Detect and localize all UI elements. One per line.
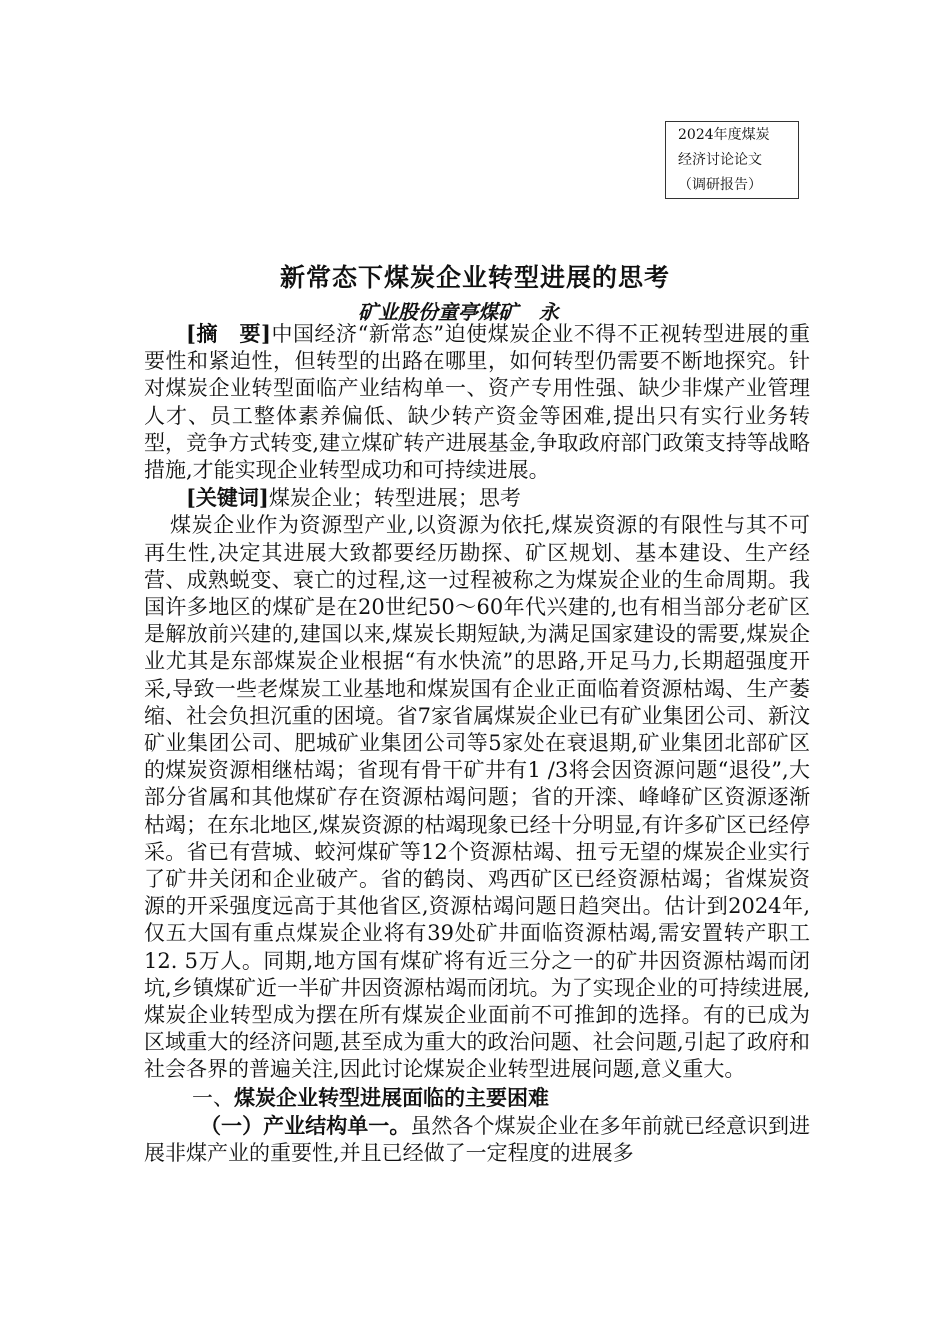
subsection-text: 虽然各个煤炭企业在多年前就已经意识到进展非煤产业的重要性,并且已经做了一定程度的进展多 [144,1113,811,1166]
keywords-text: 煤炭企业；转型进展；思考 [268,486,521,511]
section-title: 煤炭企业转型进展面临的主要困难 [234,1084,549,1110]
abstract-text: 中国经济“新常态”迫使煤炭企业不得不正视转型进展的重要性和紧迫性，但转型的出路在哪里，如何转型仍需要不断地探究。针对煤炭企业转型面临产业结构单一、资产专用性强、缺少非煤产业管理人才、员工整体素养偏低、缺少转产资金等困难,提出只有实行业务转型，竞争方式转变,建立煤矿转产进展基金,争取政府部门政策支持等战略措施,才能实现企业转型成功和可持续进展。 [144,322,810,483]
subsection-heading: （一）产业结构单一。 [200,1112,411,1138]
author-line: 矿业股份童亭煤矿 永 [358,300,559,324]
intro-paragraph: 煤炭企业作为资源型产业,以资源为依托,煤炭资源的有限性与其不可再生性,决定其进展大致都要经历勘探、矿区规划、基本建设、生产经营、成熟蜕变、衰亡的过程,这一过程被称之为煤炭企业的生命周期。我国许多地区的煤矿是在20世纪50～60年代兴建的,也有相当部分老矿区是解放前兴建的,建国以来,煤炭长期短缺,为满足国家建设的需要,煤炭企业尤其是东部煤炭企业根据“有水快流”的思路,开足马力,长期超强度开采,导致一些老煤炭工业基地和煤炭国有企业正面临着资源枯竭、生产萎缩、社会负担沉重的困境。省7家省属煤炭企业已有矿业集团公司、新汶矿业集团公司、肥城矿业集团公司等5家处在衰退期,矿业集团北部矿区的煤炭资源相继枯竭；省现有骨干矿井有1 /3将会因资源问题“退役”,大部分省属和其他煤矿存在资源枯竭问题；省的开滦、峰峰矿区资源逐渐枯竭；在东北地区,煤炭资源的枯竭现象已经十分明显,有许多矿区已经停采。省已有营城、蛟河煤矿等12个资源枯竭、扭亏无望的煤炭企业实行了矿井关闭和企业破产。省的鹤岗、鸡西矿区已经资源枯竭；省煤炭资源的开采强度远高于其他省区,资源枯竭问题日趋突出。估计到2024年,仅五大国有重点煤炭企业将有39处矿井面临资源枯竭,需安置转产职工12. 5万人。同期,地方国有煤矿将有近三分之一的矿井因资源枯竭而闭坑,乡镇煤矿近一半矿井因资源枯竭而闭坑。为了实现企业的可持续进展,煤炭企业转型成为摆在所有煤炭企业面前不可推卸的选择。有的已成为区域重大的经济问题,甚至成为重大的政治问题、社会问题,引起了政府和社会各界的普遍关注,因此讨论煤炭企业转型进展问题,意义重大。 [144,513,810,1082]
subsection-paragraph [144,1112,810,1167]
category-line-2: 经济讨论论文 [678,152,762,168]
keywords-paragraph [144,484,810,512]
keywords-label: [关键词] [186,485,269,511]
category-line-1: 2024年度煤炭 [678,127,770,143]
document-title: 新常态下煤炭企业转型进展的思考 [279,263,670,292]
abstract-label: [摘 要] [186,321,271,346]
category-line-3: （调研报告） [678,177,762,193]
abstract-paragraph [144,320,810,484]
document-category-box [665,121,799,199]
section-number: 一、 [192,1085,234,1110]
document-body [144,320,810,1167]
section-heading [144,1084,810,1112]
